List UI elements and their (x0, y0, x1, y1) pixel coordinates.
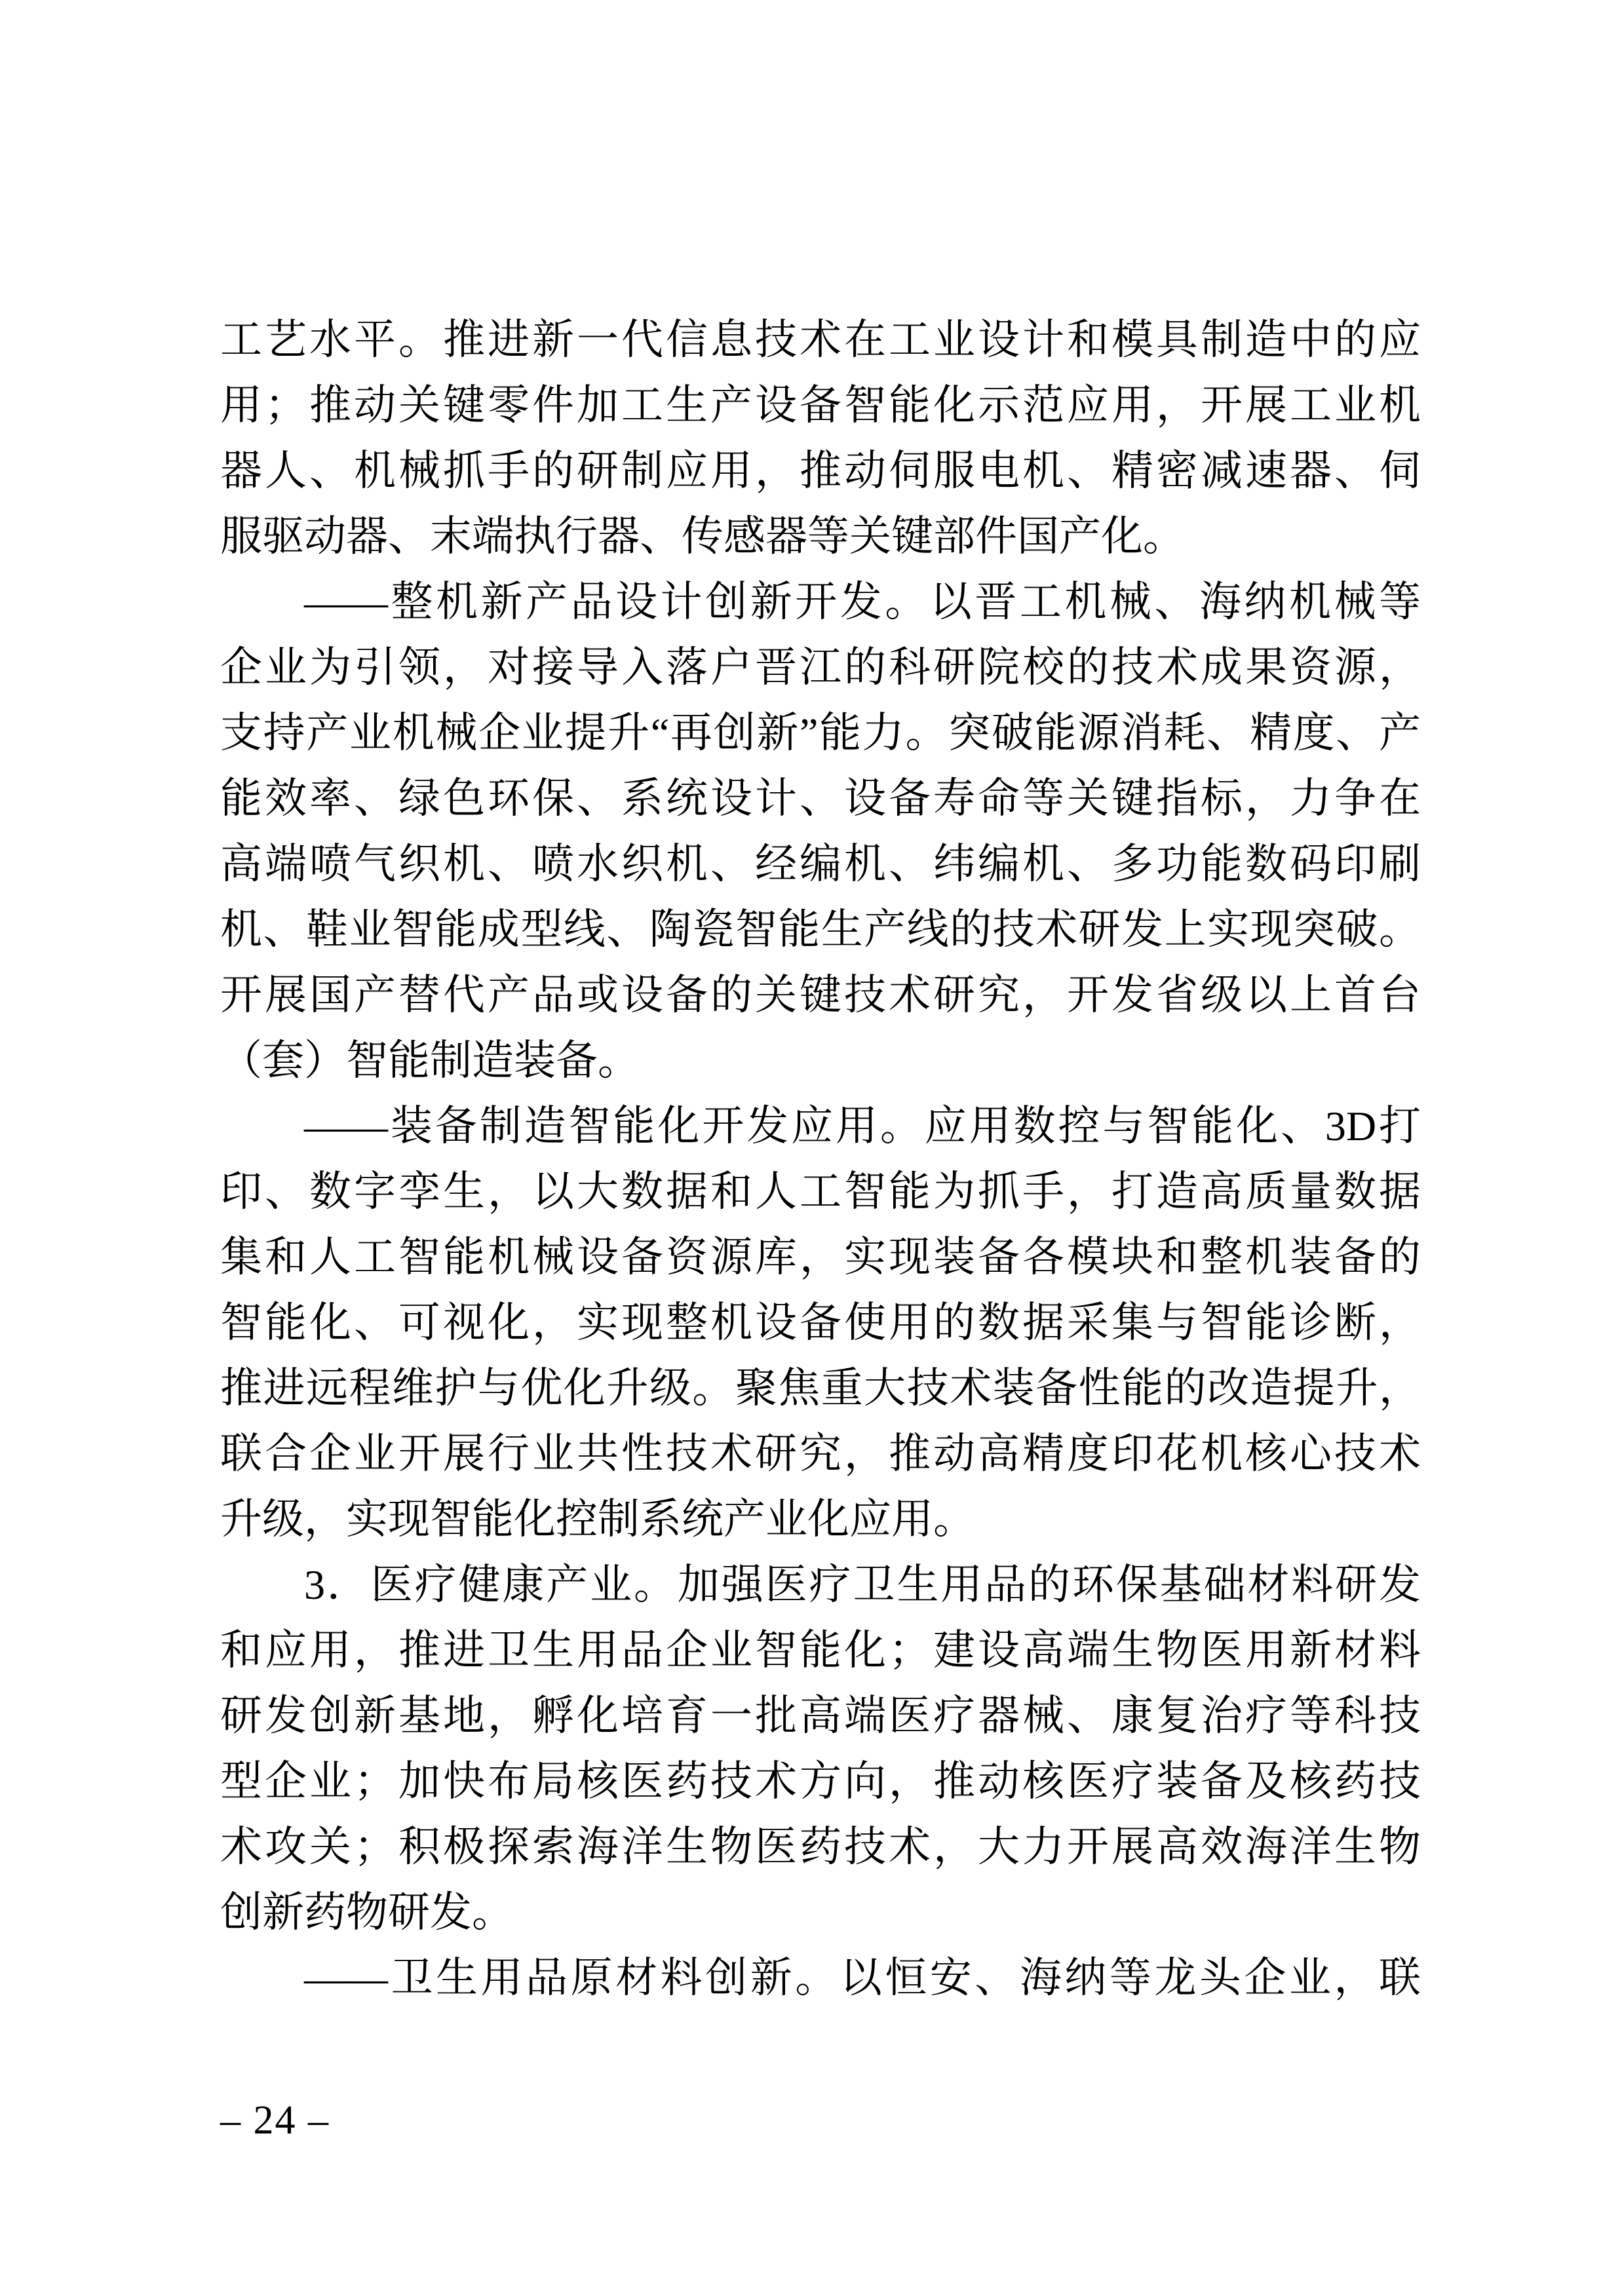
text-line: 印、数字孪生，以大数据和人工智能为抓手，打造高质量数据 (220, 1168, 1421, 1215)
text-line: 高端喷气织机、喷水织机、经编机、纬编机、多功能数码印刷 (220, 841, 1421, 887)
text-line: 术攻关；积极探索海洋生物医药技术，大力开展高效海洋生物 (220, 1824, 1421, 1870)
text-line: ——装备制造智能化开发应用。应用数控与智能化、3D打 (304, 1103, 1421, 1149)
text-line: 型企业；加快布局核医药技术方向，推动核医疗装备及核药技 (220, 1758, 1421, 1805)
text-line: 企业为引领，对接导入落户晋江的科研院校的技术成果资源， (220, 644, 1421, 691)
text-line: 研发创新基地，孵化培育一批高端医疗器械、康复治疗等科技 (220, 1693, 1421, 1739)
text-line: 升级，实现智能化控制系统产业化应用。 (220, 1496, 975, 1542)
text-line: 支持产业机械企业提升“再创新”能力。突破能源消耗、精度、产 (220, 710, 1421, 756)
text-line: 集和人工智能机械设备资源库，实现装备各模块和整机装备的 (220, 1234, 1421, 1280)
text-line: ——卫生用品原材料创新。以恒安、海纳等龙头企业，联 (304, 1955, 1421, 2001)
text-line: 能效率、绿色环保、系统设计、设备寿命等关键指标，力争在 (220, 775, 1421, 822)
text-line: 服驱动器、末端执行器、传感器等关键部件国产化。 (220, 513, 1185, 560)
text-line: 3．医疗健康产业。加强医疗卫生用品的环保基础材料研发 (304, 1561, 1421, 1608)
text-line: 创新药物研发。 (220, 1889, 514, 1936)
text-line: 用；推动关键零件加工生产设备智能化示范应用，开展工业机 (220, 382, 1421, 429)
text-line: 机、鞋业智能成型线、陶瓷智能生产线的技术研发上实现突破。 (220, 906, 1421, 953)
text-line: 器人、机械抓手的研制应用，推动伺服电机、精密减速器、伺 (220, 448, 1421, 494)
text-line: ——整机新产品设计创新开发。以晋工机械、海纳机械等 (304, 579, 1421, 625)
page-number: – 24 – (220, 2098, 330, 2143)
text-line: 工艺水平。推进新一代信息技术在工业设计和模具制造中的应 (220, 316, 1421, 363)
text-line: 和应用，推进卫生用品企业智能化；建设高端生物医用新材料 (220, 1627, 1421, 1674)
text-line: 联合企业开展行业共性技术研究，推动高精度印花机核心技术 (220, 1430, 1421, 1477)
text-line: 推进远程维护与优化升级。聚焦重大技术装备性能的改造提升， (220, 1365, 1421, 1411)
text-line: （套）智能制造装备。 (220, 1037, 640, 1084)
body-text (220, 307, 1421, 2011)
text-line: 智能化、可视化，实现整机设备使用的数据采集与智能诊断， (220, 1299, 1421, 1346)
text-line: 开展国产替代产品或设备的关键技术研究，开发省级以上首台 (220, 972, 1421, 1018)
